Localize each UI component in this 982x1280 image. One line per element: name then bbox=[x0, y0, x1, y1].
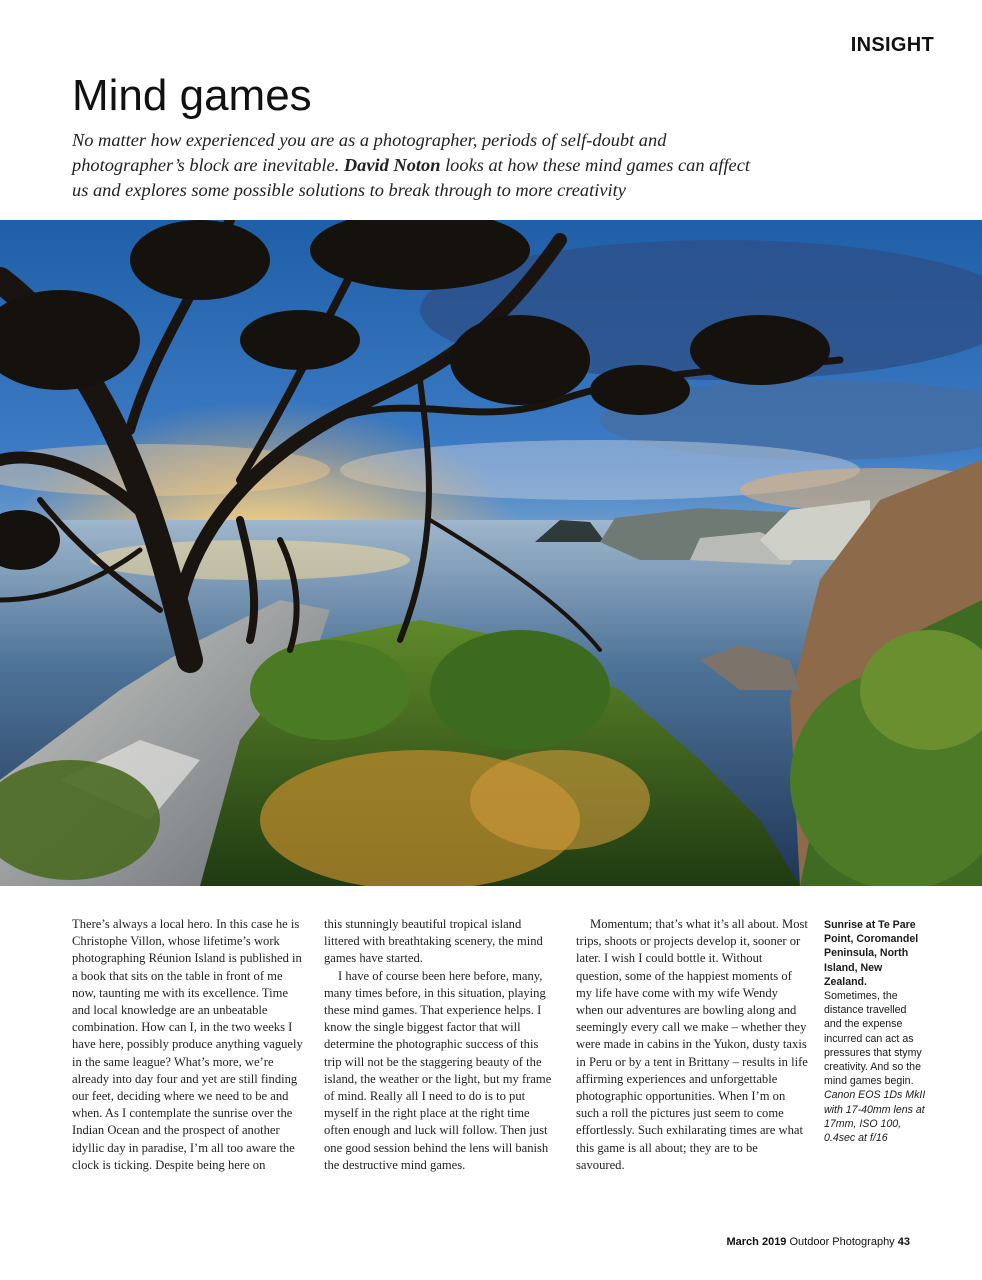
caption-title: Sunrise at Te Pare Point, Coromandel Peninsula, North Island, New Zealand. bbox=[824, 919, 919, 988]
body-column-1 bbox=[72, 916, 304, 1174]
article-standfirst bbox=[72, 128, 762, 203]
standfirst-tail: looks at how these mind games can affect us and explores some possible solutions to break through to more creativity bbox=[72, 155, 750, 200]
caption-text: Sometimes, the distance travelled and the expense incurred can act as pressures that stymy creativity. And so the mind games begin. bbox=[824, 990, 922, 1088]
body-paragraph: There’s always a local hero. In this case he is Christophe Villon, whose lifetime’s work photographing Réunion Island is published in a book that sits on the table in front of me now, taunting me with its excellence. Time and local knowledge are an unbeatable combination. How can I, in the two weeks I have here, possibly produce anything vaguely in the same league? What’s more, we’re already into day four and yet are still finding our feet, deciding where we need to be and when. As I contemplate the sunrise over the Indian Ocean and the prospect of another idyllic day in paradise, I’m all too aware the clock is ticking. Despite being here on bbox=[72, 917, 303, 1172]
magazine-name: Outdoor Photography bbox=[789, 1236, 895, 1248]
standfirst-lead: No matter how experienced you are as a photographer, periods of self-doubt and photographer’s block are inevitable. bbox=[72, 130, 667, 175]
body-column-2 bbox=[324, 916, 556, 1174]
hero-photo bbox=[0, 220, 982, 886]
page-number: 43 bbox=[897, 1236, 910, 1248]
body-paragraph: I have of course been here before, many, many times before, in this situation, playing these mind games. That experience helps. I know the single biggest factor that will determine the photographic success of this trip will not be the staggering beauty of the island, the weather or the light, but my frame of mind. Really all I need to do is to put myself in the right place at the right time often enough and luck will follow. Then just one good session behind the lens will banish the destructive mind games. bbox=[324, 968, 552, 1172]
caption-tech-details: Canon EOS 1Ds MkII with 17-40mm lens at 17mm, ISO 100, 0.4sec at f/16 bbox=[824, 1089, 926, 1145]
body-column-3 bbox=[576, 916, 808, 1174]
photo-caption bbox=[824, 918, 926, 1145]
issue-date: March 2019 bbox=[726, 1236, 787, 1248]
page-footer bbox=[727, 1236, 911, 1248]
body-paragraph: Momentum; that’s what it’s all about. Most trips, shoots or projects develop it, sooner or later. I wish I could bottle it. Without question, some of the happiest moments of my life have come with my wife Wendy when our adventures are bowling along and seemingly every call we make – whether they were made in cabins in the Yukon, dusty taxis in Peru or by a tent in Brittany – results in life affirming experiences and unforgettable photographic opportunities. When I’m on such a roll the pictures just seem to come effortlessly. Such exhilarating times are what this game is all about; they are to be savoured. bbox=[576, 917, 808, 1172]
author-name: David Noton bbox=[343, 155, 441, 175]
article-title: Mind games bbox=[72, 71, 312, 120]
section-label: INSIGHT bbox=[850, 34, 934, 56]
body-paragraph: this stunningly beautiful tropical island littered with breathtaking scenery, the mind games have started. bbox=[324, 917, 543, 966]
